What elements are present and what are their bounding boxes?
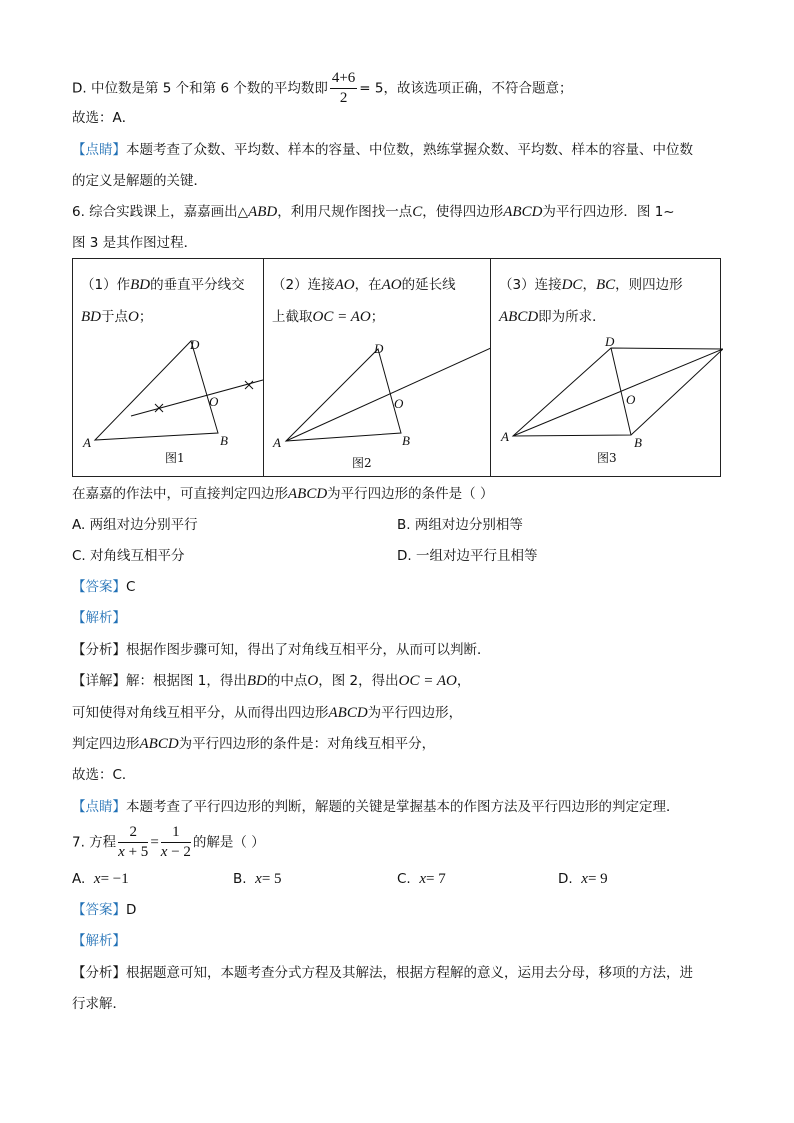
point-o-label: O	[394, 396, 404, 411]
q7-answer: 【答案】D	[72, 902, 137, 918]
q7-option-b[interactable]: B. x= 5	[233, 871, 282, 887]
point-d-label: D	[374, 341, 384, 356]
dianjing-tag: 【点睛】	[72, 142, 126, 158]
point-b-label: B	[220, 433, 228, 448]
q6-analysis-heading: 【解析】	[72, 610, 126, 626]
point-o-label: O	[626, 392, 636, 407]
step-1-text: （1）作BD的垂直平分线交 BD于点O；	[81, 277, 245, 325]
figure-cell-2	[263, 259, 490, 476]
figure-3	[491, 259, 723, 476]
point-d-label: D	[190, 337, 200, 352]
q6-option-d[interactable]: D. 一组对边平行且相等	[397, 548, 538, 564]
step-2-text: （2）连接AO，在AO的延长线 上截取OC = AO；	[272, 277, 456, 325]
point-b-label: B	[634, 435, 642, 450]
figure-2	[264, 259, 491, 476]
point-o-label: O	[209, 394, 219, 409]
dianjing-line: 【点睛】本题考查了众数、平均数、样本的容量、中位数，熟练掌握众数、平均数、样本的容量、中位数	[72, 142, 693, 158]
triangle-abd	[95, 341, 218, 440]
q6-fenxi: 【分析】根据作图步骤可知，得出了对角线互相平分，从而可以判断．	[72, 642, 491, 658]
figure-cell-1	[73, 259, 263, 476]
ray-ao	[286, 348, 491, 441]
q6-reasoning-2: 判定四边形ABCD为平行四边形的条件是：对角线互相平分，	[72, 736, 436, 752]
q7-option-c[interactable]: C. x= 7	[397, 871, 446, 887]
figure-3-caption: 图3	[597, 451, 617, 465]
option-d-explanation: D. 中位数是第 5 个和第 6 个数的平均数即 $\frac{4+6}{2}$ = 5，故该选项正确，不符合题意；	[72, 70, 573, 106]
point-a-label: A	[83, 435, 91, 450]
figure-cell-3	[490, 259, 722, 476]
figure-1-caption: 图1	[165, 451, 185, 465]
q7-fenxi: 【分析】根据题意可知，本题考查分式方程及其解法，根据方程解的意义，运用去分母，移项的方法，进	[72, 965, 693, 981]
figure-1	[73, 259, 263, 476]
dianjing-line-2: 的定义是解题的关键．	[72, 173, 207, 189]
question-6-stem-2: 图 3 是其作图过程．	[72, 235, 198, 251]
point-a-label: A	[501, 429, 509, 444]
q6-option-c[interactable]: C. 对角线互相平分	[72, 548, 185, 564]
q6-conclusion: 故选：C．	[72, 767, 136, 783]
question-6-prompt: 在嘉嘉的作法中，可直接判定四边形ABCD为平行四边形的条件是（ ）	[72, 486, 494, 502]
q6-option-b[interactable]: B. 两组对边分别相等	[397, 517, 523, 533]
fraction: $\frac{4+6}{2}$	[331, 70, 356, 106]
q6-dianjing: 【点睛】本题考查了平行四边形的判断，解题的关键是掌握基本的作图方法及平行四边形的判定定理．	[72, 799, 680, 815]
q7-option-d[interactable]: D. x= 9	[558, 871, 608, 887]
triangle-abd	[286, 349, 401, 441]
q7-fenxi-2: 行求解．	[72, 996, 126, 1012]
question-7-stem: 7. 方程 $\frac{2}{x + 5}$ = $\frac{1}{x - 2}$ 的解是（ ）	[72, 824, 265, 860]
point-d-label: D	[605, 334, 615, 349]
q7-analysis-heading: 【解析】	[72, 933, 126, 949]
figure-2-caption: 图2	[352, 456, 372, 470]
q6-answer: 【答案】C	[72, 579, 136, 595]
q6-reasoning-1: 可知使得对角线互相平分，从而得出四边形ABCD为平行四边形，	[72, 705, 463, 721]
step-3-text: （3）连接DC，BC，则四边形 ABCD即为所求．	[499, 277, 683, 325]
perpendicular-bisector	[131, 380, 263, 416]
diagonal-ac	[513, 349, 723, 436]
fraction-1: $\frac{2}{x + 5}$	[118, 824, 149, 860]
q6-option-a[interactable]: A. 两组对边分别平行	[72, 517, 198, 533]
answer-choice-line: 故选：A．	[72, 110, 136, 126]
question-6-stem: 6. 综合实践课上，嘉嘉画出△ABD，利用尺规作图找一点C，使得四边形ABCD为平行四边形．图 1~	[72, 204, 675, 220]
q6-xiangjie: 【详解】解：根据图 1，得出BD的中点O，图 2，得出OC = AO，	[72, 673, 471, 689]
figure-table	[72, 258, 721, 477]
q7-option-a[interactable]: A. x= −1	[72, 871, 129, 887]
fraction-2: $\frac{1}{x - 2}$	[160, 824, 191, 860]
point-b-label: B	[402, 433, 410, 448]
point-a-label: A	[273, 435, 281, 450]
